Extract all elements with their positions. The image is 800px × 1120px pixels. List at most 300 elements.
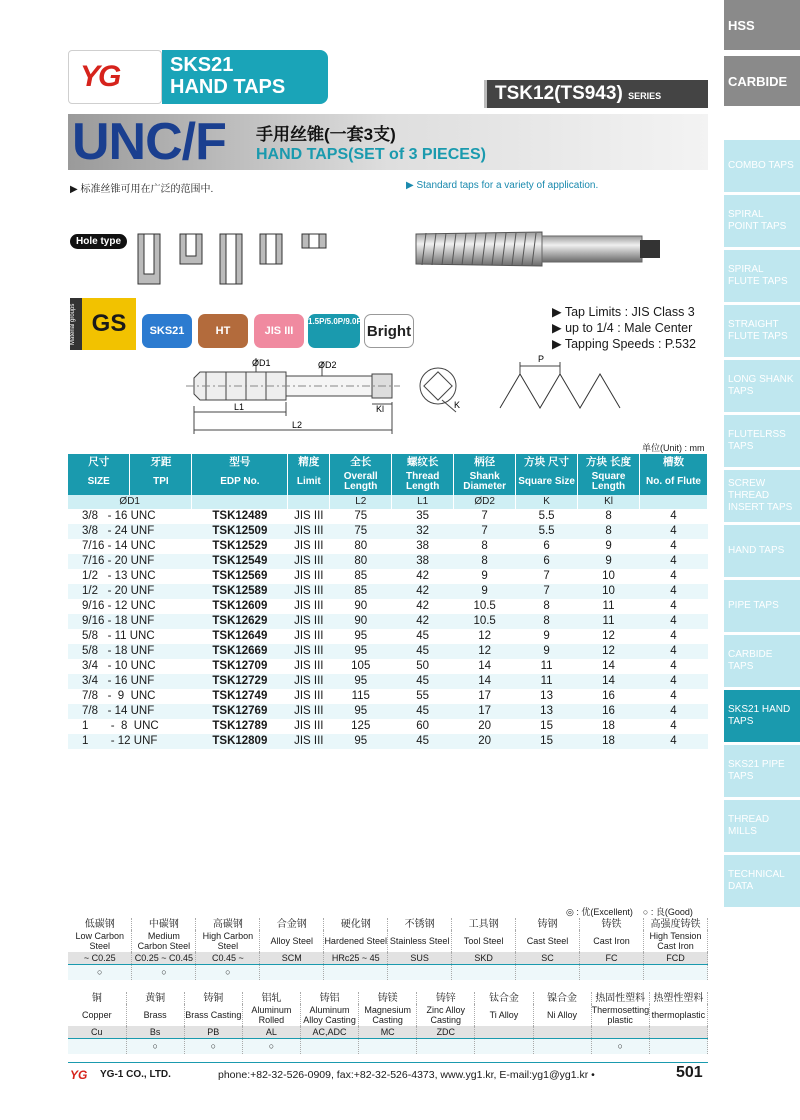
side-tab-label: SKS21 PIPE TAPS bbox=[728, 759, 785, 782]
header-en: TPI bbox=[130, 469, 192, 495]
cell-limit: JIS III bbox=[288, 629, 330, 644]
cell-limit: JIS III bbox=[288, 734, 330, 749]
cell-k: 5.5 bbox=[516, 509, 578, 524]
cell-flute: 4 bbox=[639, 644, 707, 659]
cell-kl: 11 bbox=[578, 614, 640, 629]
cell-edp: TSK12489 bbox=[192, 509, 288, 524]
material-mark bbox=[388, 964, 452, 980]
table-row bbox=[68, 629, 708, 644]
table-row bbox=[68, 704, 708, 719]
material-en: Thermosetting plastic bbox=[591, 1005, 650, 1025]
cell-d2: 14 bbox=[454, 659, 516, 674]
cell-kl: 9 bbox=[578, 539, 640, 554]
header-cn: 精度 bbox=[288, 454, 330, 469]
cell-k: 11 bbox=[516, 659, 578, 674]
material-mark: ○ bbox=[68, 964, 132, 980]
cell-limit: JIS III bbox=[288, 599, 330, 614]
cell-size: 3/4 - 16 UNF bbox=[68, 674, 192, 689]
material-cn: 硬化钢 bbox=[324, 918, 388, 930]
side-tab-label: SPIRAL FLUTE TAPS bbox=[728, 264, 788, 287]
material-sym bbox=[475, 1026, 533, 1038]
cell-k: 13 bbox=[516, 704, 578, 719]
spec-tap-limits: ▶ Tap Limits : JIS Class 3 bbox=[552, 305, 695, 319]
table-row bbox=[68, 584, 708, 599]
cell-l2: 85 bbox=[330, 584, 392, 599]
material-en: Cast Iron bbox=[580, 930, 644, 952]
cell-edp: TSK12509 bbox=[192, 524, 288, 539]
side-tab-sks21-hand-taps[interactable] bbox=[724, 690, 800, 742]
cell-limit: JIS III bbox=[288, 539, 330, 554]
title-en: HAND TAPS(SET of 3 PIECES) bbox=[256, 146, 486, 163]
table-row bbox=[68, 569, 708, 584]
label-kl: Kl bbox=[376, 404, 385, 414]
header-cn: 牙距 bbox=[130, 454, 192, 469]
cell-l1: 42 bbox=[392, 614, 454, 629]
header-cn: 全长 bbox=[330, 454, 392, 469]
cell-l2: 105 bbox=[330, 659, 392, 674]
material-en: Zinc Alloy Casting bbox=[417, 1004, 475, 1026]
cell-k: 6 bbox=[516, 539, 578, 554]
cell-edp: TSK12789 bbox=[192, 719, 288, 734]
side-tab-hand-taps[interactable] bbox=[724, 525, 800, 577]
table-row bbox=[68, 719, 708, 734]
product-line-1: SKS21 bbox=[170, 54, 234, 76]
cell-l1: 38 bbox=[392, 554, 454, 569]
cell-l2: 95 bbox=[330, 629, 392, 644]
table-row bbox=[68, 644, 708, 659]
header-cn: 方块 长度 bbox=[578, 454, 640, 469]
cell-size: 7/16 - 14 UNC bbox=[68, 539, 192, 554]
cell-d2: 7 bbox=[454, 509, 516, 524]
material-mark bbox=[301, 1038, 359, 1054]
material-sym: HRc25 ~ 45 bbox=[324, 952, 388, 964]
material-row-sym bbox=[68, 952, 708, 964]
cell-kl: 18 bbox=[578, 734, 640, 749]
tap-photo-icon bbox=[412, 222, 662, 274]
cell-kl: 14 bbox=[578, 674, 640, 689]
material-cn: 镍合金 bbox=[533, 992, 591, 1004]
material-mark bbox=[359, 1038, 417, 1054]
cell-edp: TSK12649 bbox=[192, 629, 288, 644]
table-row bbox=[68, 734, 708, 749]
footer-divider bbox=[68, 1062, 708, 1063]
cell-kl: 12 bbox=[578, 644, 640, 659]
side-tab-pipe-taps[interactable] bbox=[724, 580, 800, 632]
side-tab-label: SCREW THREAD INSERT TAPS bbox=[728, 478, 793, 513]
cell-k: 7 bbox=[516, 569, 578, 584]
material-cn: 铝轧 bbox=[242, 992, 300, 1004]
title-cn: 手用丝锥(一套3支) bbox=[256, 125, 396, 144]
series-suffix: SERIES bbox=[628, 91, 662, 101]
footer-logo: YG bbox=[70, 1068, 88, 1082]
cell-l1: 32 bbox=[392, 524, 454, 539]
cell-limit: JIS III bbox=[288, 509, 330, 524]
material-en: Low Carbon Steel bbox=[68, 930, 132, 952]
cell-l2: 75 bbox=[330, 509, 392, 524]
material-en: High Tension Cast Iron bbox=[643, 930, 707, 952]
side-tab-label: HAND TAPS bbox=[728, 545, 785, 556]
table-row bbox=[68, 674, 708, 689]
cell-size: 5/8 - 11 UNC bbox=[68, 629, 192, 644]
material-cn: 低碳钢 bbox=[68, 918, 132, 930]
cell-edp: TSK12589 bbox=[192, 584, 288, 599]
cell-limit: JIS III bbox=[288, 644, 330, 659]
side-tab-hss[interactable] bbox=[724, 0, 800, 50]
cell-flute: 4 bbox=[639, 614, 707, 629]
material-cn: 铸钢 bbox=[516, 918, 580, 930]
cell-l1: 38 bbox=[392, 539, 454, 554]
cell-flute: 4 bbox=[639, 734, 707, 749]
table-row bbox=[68, 689, 708, 704]
material-sym: SKD bbox=[452, 952, 516, 964]
cell-l1: 35 bbox=[392, 509, 454, 524]
cell-flute: 4 bbox=[639, 629, 707, 644]
cell-d2: 9 bbox=[454, 569, 516, 584]
cell-k: 15 bbox=[516, 734, 578, 749]
label-l2: L2 bbox=[292, 420, 303, 430]
note-en: ▶ Standard taps for a variety of application. bbox=[406, 180, 599, 191]
material-mark bbox=[516, 964, 580, 980]
material-mark: ○ bbox=[242, 1038, 300, 1054]
label-k: K bbox=[454, 400, 461, 410]
header-cn: 柄径 bbox=[454, 454, 516, 469]
spec-table bbox=[68, 454, 708, 749]
material-sym bbox=[533, 1026, 591, 1038]
cell-l2: 90 bbox=[330, 614, 392, 629]
cell-k: 8 bbox=[516, 614, 578, 629]
cell-edp: TSK12729 bbox=[192, 674, 288, 689]
chip-jis: JIS III bbox=[254, 314, 304, 348]
cell-kl: 18 bbox=[578, 719, 640, 734]
material-row-cn bbox=[68, 918, 708, 930]
side-tab-spiral-point-taps[interactable] bbox=[724, 195, 800, 247]
header-sym-l2: L2 bbox=[330, 495, 392, 509]
table-row bbox=[68, 554, 708, 569]
cell-size: 3/8 - 16 UNC bbox=[68, 509, 192, 524]
header-en: Square Size bbox=[516, 469, 578, 495]
cell-flute: 4 bbox=[639, 659, 707, 674]
cell-limit: JIS III bbox=[288, 719, 330, 734]
header-en: Thread Length bbox=[392, 469, 454, 495]
material-sym: AL bbox=[242, 1026, 300, 1038]
header-en: No. of Flute bbox=[639, 469, 707, 495]
cell-edp: TSK12749 bbox=[192, 689, 288, 704]
material-cn: 黄铜 bbox=[126, 992, 184, 1004]
material-sym: ZDC bbox=[417, 1026, 475, 1038]
product-line-2: HAND TAPS bbox=[170, 76, 286, 98]
header-en: EDP No. bbox=[192, 469, 288, 495]
material-cn: 铸铜 bbox=[184, 992, 242, 1004]
cell-edp: TSK12529 bbox=[192, 539, 288, 554]
cell-d2: 14 bbox=[454, 674, 516, 689]
product-title-box bbox=[162, 50, 328, 104]
material-sym: FCD bbox=[643, 952, 707, 964]
side-tab-label: LONG SHANK TAPS bbox=[728, 374, 794, 397]
side-tab-combo-taps[interactable] bbox=[724, 140, 800, 192]
material-en: Ti Alloy bbox=[475, 1004, 533, 1026]
material-sym: SCM bbox=[260, 952, 324, 964]
chip-sks21: SKS21 bbox=[142, 314, 192, 348]
cell-l1: 42 bbox=[392, 584, 454, 599]
side-tab-label: CARBIDE TAPS bbox=[728, 649, 773, 672]
material-sym bbox=[649, 1026, 707, 1038]
cell-limit: JIS III bbox=[288, 554, 330, 569]
cell-flute: 4 bbox=[639, 539, 707, 554]
header-en: Square Length bbox=[578, 469, 640, 495]
cell-limit: JIS III bbox=[288, 689, 330, 704]
cell-k: 13 bbox=[516, 689, 578, 704]
cell-d2: 8 bbox=[454, 554, 516, 569]
material-mark bbox=[260, 964, 324, 980]
material-sym bbox=[591, 1026, 649, 1038]
cell-l1: 45 bbox=[392, 674, 454, 689]
material-en: Medium Carbon Steel bbox=[132, 930, 196, 952]
tap-drawing bbox=[186, 352, 706, 438]
cell-l1: 55 bbox=[392, 689, 454, 704]
label-d2: ØD2 bbox=[318, 360, 337, 370]
material-sym: Bs bbox=[126, 1026, 184, 1038]
cell-size: 3/4 - 10 UNC bbox=[68, 659, 192, 674]
label-l1: L1 bbox=[234, 402, 245, 412]
material-row-en bbox=[68, 930, 708, 952]
material-cn: 铸铁 bbox=[580, 918, 644, 930]
material-en: Tool Steel bbox=[452, 930, 516, 952]
side-tab-label: PIPE TAPS bbox=[728, 600, 779, 611]
material-mark bbox=[475, 1038, 533, 1054]
cell-k: 15 bbox=[516, 719, 578, 734]
cell-d2: 17 bbox=[454, 704, 516, 719]
cell-limit: JIS III bbox=[288, 584, 330, 599]
cell-d2: 7 bbox=[454, 524, 516, 539]
cell-l2: 75 bbox=[330, 524, 392, 539]
cell-l2: 80 bbox=[330, 539, 392, 554]
side-tab-label: CARBIDE bbox=[728, 73, 788, 89]
header-cn: 型号 bbox=[192, 454, 288, 469]
cell-flute: 4 bbox=[639, 719, 707, 734]
material-mark: ○ bbox=[196, 964, 260, 980]
cell-l1: 45 bbox=[392, 629, 454, 644]
material-cn: 铜 bbox=[68, 992, 126, 1004]
cell-flute: 4 bbox=[639, 554, 707, 569]
cell-limit: JIS III bbox=[288, 704, 330, 719]
material-cn: 工具钢 bbox=[452, 918, 516, 930]
cell-edp: TSK12709 bbox=[192, 659, 288, 674]
side-tab-label: HSS bbox=[728, 17, 755, 33]
material-sym: FC bbox=[580, 952, 644, 964]
side-tab-label: SKS21 HAND TAPS bbox=[728, 704, 791, 727]
side-tab-technical-data[interactable] bbox=[724, 855, 800, 907]
material-en: Aluminum Rolled bbox=[242, 1004, 300, 1026]
side-tab-label: THREAD MILLS bbox=[728, 814, 770, 837]
cell-kl: 10 bbox=[578, 584, 640, 599]
material-row-cn bbox=[68, 992, 708, 1004]
material-mark bbox=[68, 1038, 126, 1054]
cell-size: 7/16 - 20 UNF bbox=[68, 554, 192, 569]
material-mark bbox=[533, 1038, 591, 1054]
cell-size: 7/8 - 14 UNF bbox=[68, 704, 192, 719]
cell-d2: 10.5 bbox=[454, 614, 516, 629]
material-cn: 高碳钢 bbox=[196, 918, 260, 930]
side-tab-spiral-flute-taps[interactable] bbox=[724, 250, 800, 302]
material-cn: 铸镁 bbox=[359, 992, 417, 1004]
material-en: Magnesium Casting bbox=[359, 1004, 417, 1026]
side-tab-label: STRAIGHT FLUTE TAPS bbox=[728, 319, 788, 342]
material-sym: AC,ADC bbox=[301, 1026, 359, 1038]
legend bbox=[566, 905, 693, 918]
material-en: Copper bbox=[68, 1004, 126, 1026]
side-tab-label: SPIRAL POINT TAPS bbox=[728, 209, 787, 232]
legend-good: ○ : 良(Good) bbox=[642, 907, 693, 917]
cell-flute: 4 bbox=[639, 524, 707, 539]
chip-ht: HT bbox=[198, 314, 248, 348]
table-row bbox=[68, 524, 708, 539]
chip-chamfer: 1.5P/5.0P/9.0P bbox=[308, 314, 360, 348]
cell-d2: 20 bbox=[454, 719, 516, 734]
material-mark: ○ bbox=[132, 964, 196, 980]
table-row bbox=[68, 509, 708, 524]
side-tab-screw-thread-insert-taps[interactable] bbox=[724, 470, 800, 522]
cell-edp: TSK12609 bbox=[192, 599, 288, 614]
header-sym-k: K bbox=[516, 495, 578, 509]
header-sym-kl: Kl bbox=[578, 495, 640, 509]
cell-kl: 8 bbox=[578, 509, 640, 524]
cell-size: 1 - 8 UNC bbox=[68, 719, 192, 734]
cell-l2: 95 bbox=[330, 704, 392, 719]
cell-kl: 8 bbox=[578, 524, 640, 539]
side-tab-label: FLUTELRSS TAPS bbox=[728, 429, 786, 452]
cell-size: 9/16 - 12 UNC bbox=[68, 599, 192, 614]
material-mark bbox=[649, 1038, 707, 1054]
cell-l1: 42 bbox=[392, 569, 454, 584]
cell-size: 1/2 - 20 UNF bbox=[68, 584, 192, 599]
cell-l2: 80 bbox=[330, 554, 392, 569]
material-en: Aluminum Alloy Casting bbox=[301, 1004, 359, 1026]
cell-size: 1/2 - 13 UNC bbox=[68, 569, 192, 584]
material-sym: C0.45 ~ bbox=[196, 952, 260, 964]
material-groups-label: Material groups bbox=[70, 298, 82, 350]
side-tab-flutelrss-taps[interactable] bbox=[724, 415, 800, 467]
material-sym: PB bbox=[184, 1026, 242, 1038]
cell-edp: TSK12629 bbox=[192, 614, 288, 629]
side-tab-carbide-taps[interactable] bbox=[724, 635, 800, 687]
cell-size: 3/8 - 24 UNF bbox=[68, 524, 192, 539]
cell-k: 9 bbox=[516, 629, 578, 644]
cell-edp: TSK12549 bbox=[192, 554, 288, 569]
material-cn: 不锈钢 bbox=[388, 918, 452, 930]
material-sym: SUS bbox=[388, 952, 452, 964]
side-tab-carbide[interactable] bbox=[724, 56, 800, 106]
material-mark bbox=[580, 964, 644, 980]
table-row bbox=[68, 599, 708, 614]
material-row-sym bbox=[68, 1026, 708, 1038]
cell-size: 7/8 - 9 UNC bbox=[68, 689, 192, 704]
cell-l2: 95 bbox=[330, 674, 392, 689]
material-mark: ○ bbox=[591, 1038, 649, 1054]
material-mark bbox=[452, 964, 516, 980]
material-en: High Carbon Steel bbox=[196, 930, 260, 952]
material-sym: Cu bbox=[68, 1026, 126, 1038]
material-table-bottom bbox=[68, 992, 708, 1054]
header-cn: 尺寸 bbox=[68, 454, 130, 469]
label-p: P bbox=[538, 354, 545, 364]
material-row-mark bbox=[68, 1038, 708, 1054]
material-en: thermoplastic bbox=[649, 1004, 707, 1026]
header-sym-d2: ØD2 bbox=[454, 495, 516, 509]
material-table-top bbox=[68, 918, 708, 980]
unit-note: 单位(Unit) : mm bbox=[642, 443, 705, 453]
cell-l1: 45 bbox=[392, 734, 454, 749]
side-tab-label: COMBO TAPS bbox=[728, 160, 794, 171]
cell-l1: 45 bbox=[392, 704, 454, 719]
series-code: TSK12(TS943) bbox=[495, 83, 623, 104]
cell-k: 5.5 bbox=[516, 524, 578, 539]
cell-kl: 12 bbox=[578, 629, 640, 644]
material-cn: 热塑性塑料 bbox=[649, 992, 707, 1004]
material-sym: ~ C0.25 bbox=[68, 952, 132, 964]
cell-l2: 125 bbox=[330, 719, 392, 734]
cell-flute: 4 bbox=[639, 599, 707, 614]
cell-k: 6 bbox=[516, 554, 578, 569]
side-tab-straight-flute-taps[interactable] bbox=[724, 305, 800, 357]
legend-excellent: ◎ : 优(Excellent) bbox=[566, 907, 633, 917]
side-tab-thread-mills[interactable] bbox=[724, 800, 800, 852]
cell-kl: 14 bbox=[578, 659, 640, 674]
cell-limit: JIS III bbox=[288, 674, 330, 689]
yg-logo: YG bbox=[80, 60, 120, 93]
cell-d2: 17 bbox=[454, 689, 516, 704]
table-row bbox=[68, 614, 708, 629]
cell-kl: 16 bbox=[578, 704, 640, 719]
cell-kl: 9 bbox=[578, 554, 640, 569]
material-mark bbox=[643, 964, 707, 980]
material-en: Brass bbox=[126, 1004, 184, 1026]
side-tab-sks21-pipe-taps[interactable] bbox=[724, 745, 800, 797]
cell-kl: 11 bbox=[578, 599, 640, 614]
cell-edp: TSK12669 bbox=[192, 644, 288, 659]
series-badge bbox=[484, 80, 708, 108]
cell-d2: 12 bbox=[454, 629, 516, 644]
page-number: 501 bbox=[676, 1064, 703, 1081]
header-cn: 方块 尺寸 bbox=[516, 454, 578, 469]
cell-l1: 45 bbox=[392, 644, 454, 659]
header-en: Overall Length bbox=[330, 469, 392, 495]
cell-kl: 16 bbox=[578, 689, 640, 704]
table-row bbox=[68, 659, 708, 674]
material-cn: 高强度铸铁 bbox=[643, 918, 707, 930]
cell-flute: 4 bbox=[639, 569, 707, 584]
material-sym: C0.25 ~ C0.45 bbox=[132, 952, 196, 964]
cell-size: 1 - 12 UNF bbox=[68, 734, 192, 749]
cell-limit: JIS III bbox=[288, 614, 330, 629]
cell-size: 5/8 - 18 UNF bbox=[68, 644, 192, 659]
hole-type-icons bbox=[130, 230, 340, 290]
cell-flute: 4 bbox=[639, 689, 707, 704]
material-cn: 热固性塑料 bbox=[591, 992, 649, 1004]
material-en: Brass Casting bbox=[184, 1004, 242, 1026]
note-cn: ▶ 标准丝锥可用在广泛的范围中. bbox=[70, 184, 214, 195]
material-en: Hardened Steel bbox=[324, 930, 388, 952]
cell-d2: 12 bbox=[454, 644, 516, 659]
header-en: Shank Diameter bbox=[454, 469, 516, 495]
material-en: Cast Steel bbox=[516, 930, 580, 952]
cell-d2: 20 bbox=[454, 734, 516, 749]
side-tab-long-shank-taps[interactable] bbox=[724, 360, 800, 412]
material-en: Alloy Steel bbox=[260, 930, 324, 952]
cell-k: 7 bbox=[516, 584, 578, 599]
material-mark: ○ bbox=[184, 1038, 242, 1054]
cell-edp: TSK12809 bbox=[192, 734, 288, 749]
header-cn: 槽数 bbox=[639, 454, 707, 469]
